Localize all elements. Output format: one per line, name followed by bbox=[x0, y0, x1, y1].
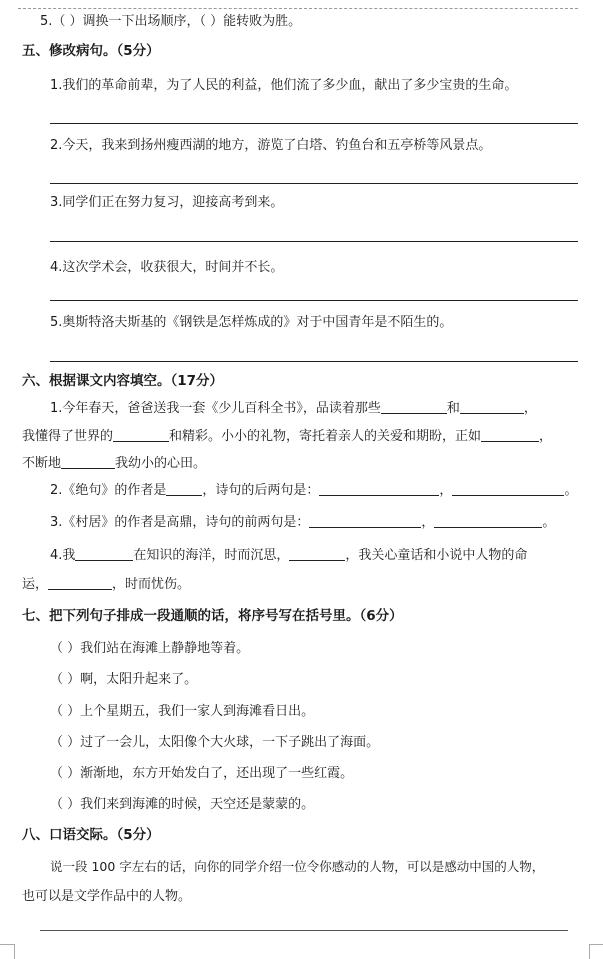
sec7-item-5: （ ）渐渐地，东方开始发白了，还出现了一些红霞。 bbox=[50, 766, 354, 781]
sec5-item-1: 1.我们的革命前辈，为了人民的利益，他们流了多少血，献出了多少宝贵的生命。 bbox=[50, 78, 518, 93]
text: 2.《绝句》的作者是 bbox=[50, 483, 167, 498]
sec6-line-1 bbox=[50, 400, 537, 418]
text: 。 bbox=[542, 515, 556, 530]
page-corner-mark-left bbox=[0, 944, 15, 959]
text: 4.我 bbox=[50, 548, 76, 563]
sec6-line-6 bbox=[50, 547, 527, 565]
blank[interactable] bbox=[61, 455, 115, 469]
question-5-fill-blank: 5.（ ）调换一下出场顺序，（ ）能转败为胜。 bbox=[40, 14, 302, 29]
blank[interactable] bbox=[166, 482, 202, 496]
blank[interactable] bbox=[452, 482, 564, 496]
text: ， bbox=[523, 401, 537, 416]
blank[interactable] bbox=[319, 482, 439, 496]
sec5-item-4: 4.这次学术会，收获很大，时间并不长。 bbox=[50, 260, 284, 275]
blank[interactable] bbox=[481, 428, 539, 442]
sec6-line-2 bbox=[22, 428, 552, 446]
text: 运， bbox=[22, 577, 49, 592]
sec7-item-4: （ ）过了一会儿，太阳像个大火球，一下子跳出了海面。 bbox=[50, 735, 380, 750]
text: ，时而忧伤。 bbox=[112, 577, 191, 592]
text: 3.《村居》的作者是高鼎，诗句的前两句是： bbox=[50, 515, 310, 530]
footer-answer-line[interactable] bbox=[40, 930, 568, 931]
text: 不断地 bbox=[22, 456, 62, 471]
sec7-item-2: （ ）啊，太阳升起来了。 bbox=[50, 672, 198, 687]
sec5-answer-line-1[interactable] bbox=[50, 123, 578, 124]
sec6-line-3 bbox=[22, 455, 206, 473]
section-6-title: 六、根据课文内容填空。（17分） bbox=[22, 373, 224, 389]
sec7-item-1: （ ）我们站在海滩上静静地等着。 bbox=[50, 641, 250, 656]
sec5-answer-line-3[interactable] bbox=[50, 241, 578, 242]
sec5-answer-line-4[interactable] bbox=[50, 300, 578, 301]
sec8-prompt-line-2: 也可以是文学作品中的人物。 bbox=[22, 889, 192, 904]
text: ，我关心童话和小说中人物的命 bbox=[345, 548, 528, 563]
blank[interactable] bbox=[75, 547, 133, 561]
text: 。 bbox=[564, 483, 578, 498]
blank[interactable] bbox=[289, 547, 345, 561]
sec6-line-4 bbox=[50, 482, 577, 500]
sec8-prompt-line-1: 说一段 100 字左右的话，向你的同学介绍一位令你感动的人物，可以是感动中国的人物， bbox=[50, 859, 545, 874]
sec5-item-2: 2.今天，我来到扬州瘦西湖的地方，游览了白塔、钓鱼台和五亭桥等风景点。 bbox=[50, 138, 492, 153]
sec5-answer-line-2[interactable] bbox=[50, 183, 578, 184]
blank[interactable] bbox=[460, 400, 524, 414]
sec7-item-6: （ ）我们来到海滩的时候，天空还是蒙蒙的。 bbox=[50, 797, 315, 812]
section-5-title: 五、修改病句。（5分） bbox=[22, 43, 160, 59]
page-corner-mark-right bbox=[589, 944, 603, 959]
section-8-title: 八、口语交际。（5分） bbox=[22, 827, 160, 843]
text: 1.今年春天，爸爸送我一套《少儿百科全书》，品读着那些 bbox=[50, 401, 381, 416]
sec7-item-3: （ ）上个星期五，我们一家人到海滩看日出。 bbox=[50, 704, 315, 719]
blank[interactable] bbox=[113, 428, 169, 442]
text: 和 bbox=[446, 401, 460, 416]
section-7-title: 七、把下列句子排成一段通顺的话，将序号写在括号里。（6分） bbox=[22, 608, 403, 624]
blank[interactable] bbox=[48, 576, 112, 590]
sec5-item-3: 3.同学们正在努力复习，迎接高考到来。 bbox=[50, 195, 284, 210]
text: 在知识的海洋，时而沉思， bbox=[133, 548, 290, 563]
sec6-line-7 bbox=[22, 576, 190, 594]
text: 和精彩。小小的礼物，寄托着亲人的关爱和期盼，正如 bbox=[169, 429, 482, 444]
sec5-answer-line-5[interactable] bbox=[50, 361, 578, 362]
text: ，诗句的后两句是： bbox=[202, 483, 320, 498]
text: 我幼小的心田。 bbox=[115, 456, 207, 471]
text: ， bbox=[421, 515, 435, 530]
sec6-line-5 bbox=[50, 514, 555, 532]
text: ， bbox=[539, 429, 553, 444]
text: 我懂得了世界的 bbox=[22, 429, 114, 444]
sec5-item-5: 5.奥斯特洛夫斯基的《钢铁是怎样炼成的》对于中国青年是不陌生的。 bbox=[50, 315, 453, 330]
text: ， bbox=[439, 483, 453, 498]
blank[interactable] bbox=[381, 400, 447, 414]
blank[interactable] bbox=[434, 514, 542, 528]
blank[interactable] bbox=[309, 514, 421, 528]
top-dashed-divider bbox=[18, 8, 578, 9]
